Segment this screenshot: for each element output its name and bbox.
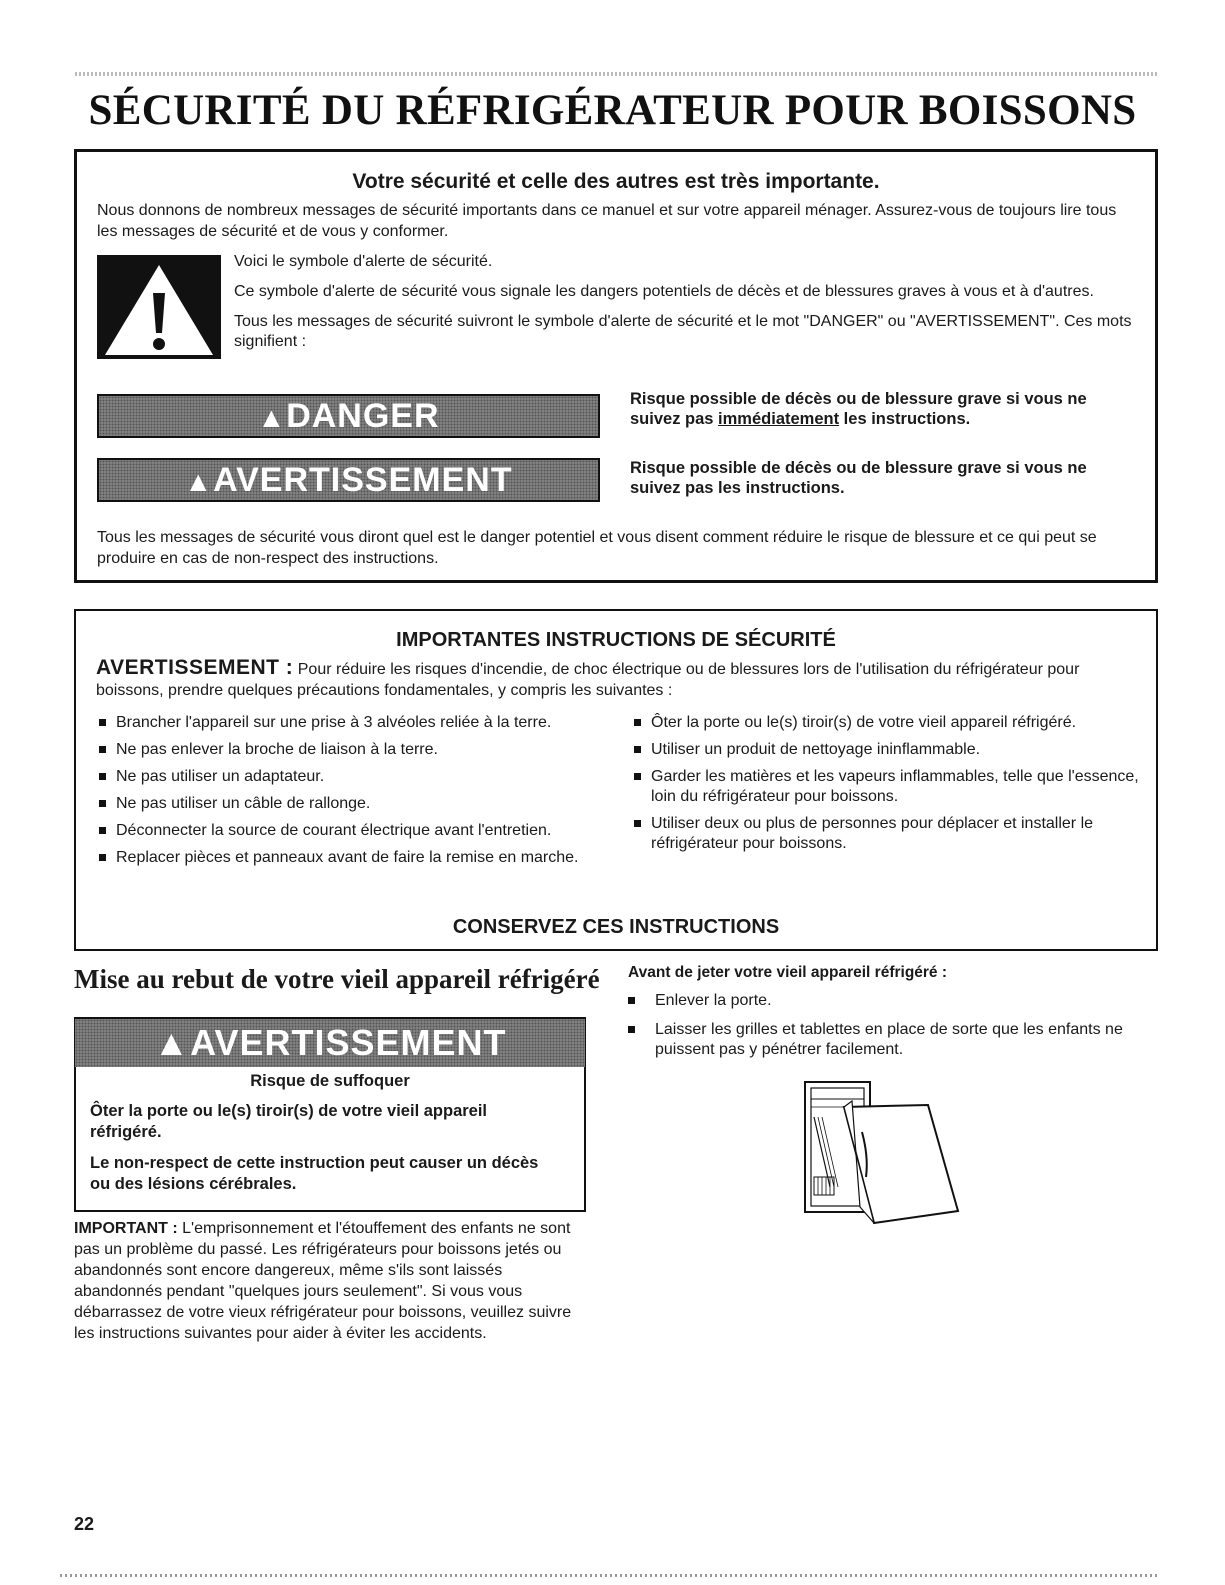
hazard-instruction: Ôter la porte ou le(s) tiroir(s) de votre vieil appareil réfrigéré. (90, 1102, 488, 1141)
page-title: SÉCURITÉ DU RÉFRIGÉRATEUR POUR BOISSONS (88, 87, 1137, 134)
list-item: Utiliser deux ou plus de personnes pour déplacer et installer le réfrigérateur pour boissons. (631, 814, 1151, 854)
disposal-title: Mise au rebut de votre vieil appareil réfrigéré (74, 964, 600, 994)
list-item: Ne pas utiliser un adaptateur. (96, 767, 616, 787)
page-number: 22 (74, 1514, 95, 1534)
list-item: Ne pas utiliser un câble de rallonge. (96, 794, 616, 814)
list-item: Laisser les grilles et tablettes en place de sorte que les enfants ne puissent pas y pénétrer facilement. (628, 1020, 1128, 1060)
footer-rule (60, 1574, 1160, 1577)
alert-triangle-icon: ▲ (257, 402, 287, 433)
list-item: Enlever la porte. (628, 991, 1128, 1011)
danger-text-emphasis: immédiatement (718, 410, 840, 428)
warning-label: AVERTISSEMENT (190, 1022, 507, 1063)
header-rule (75, 72, 1157, 76)
important-paragraph (74, 1218, 588, 1344)
list-item: Replacer pièces et panneaux avant de faire la remise en marche. (96, 848, 616, 868)
symbol-line: Voici le symbole d'alerte de sécurité. (234, 253, 493, 270)
danger-text-before: Risque possible de décès ou de blessure grave si vous ne suivez pas (630, 390, 1087, 428)
instructions-box (74, 609, 1158, 951)
list-item: Déconnecter la source de courant électrique avant l'entretien. (96, 821, 616, 841)
hazard-title: Risque de suffoquer (250, 1072, 410, 1090)
warning-label: AVERTISSEMENT (213, 461, 513, 499)
warning-meaning: Risque possible de décès ou de blessure grave si vous ne suivez pas les instructions. (630, 459, 1087, 497)
list-item: Brancher l'appareil sur une prise à 3 alvéoles reliée à la terre. (96, 713, 616, 733)
list-item: Ne pas enlever la broche de liaison à la terre. (96, 740, 616, 760)
danger-meaning (630, 389, 1140, 429)
safety-box (74, 149, 1158, 583)
disposal-steps (628, 963, 1128, 1069)
hazard-consequence: Le non-respect de cette instruction peut causer un décès ou des lésions cérébrales. (90, 1154, 539, 1193)
list-item: Utiliser un produit de nettoyage ininflammable. (631, 740, 1151, 760)
alert-triangle-icon: ▲ (153, 1022, 191, 1063)
list-item: Ôter la porte ou le(s) tiroir(s) de votre vieil appareil réfrigéré. (631, 713, 1151, 733)
instructions-intro (96, 657, 1146, 701)
instructions-intro-text: Pour réduire les risques d'incendie, de choc électrique ou de blessures lors de l'utilisation du réfrigérateur pour boissons, prendre quelques précautions fondamentales, y compris les suivantes : (96, 661, 1080, 699)
danger-signal-banner (97, 394, 600, 438)
safety-alert-icon (97, 255, 221, 359)
safety-intro: Nous donnons de nombreux messages de sécurité importants dans ce manuel et sur votre appareil ménager. Assurez-vous de toujours lire tous les messages de sécurité et de vous y conformer. (97, 202, 1117, 240)
fridge-door-removed-icon (800, 1077, 965, 1227)
safety-heading: Votre sécurité et celle des autres est très importante. (352, 170, 880, 193)
suffocation-warning-box (74, 1017, 586, 1212)
disposal-steps-heading: Avant de jeter votre vieil appareil réfrigéré : (628, 964, 948, 981)
instructions-left-list (96, 713, 616, 875)
instructions-heading: IMPORTANTES INSTRUCTIONS DE SÉCURITÉ (396, 629, 836, 651)
disposal-steps-list (628, 991, 1128, 1060)
signal-words-line: Tous les messages de sécurité suivront le symbole d'alerte de sécurité et le mot "DANGER" ou "AVERTISSEMENT". Ces mots signifient : (234, 313, 1132, 350)
danger-label: DANGER (286, 397, 440, 435)
warning-signal-banner (97, 458, 600, 502)
safety-outro: Tous les messages de sécurité vous diront quel est le danger potentiel et vous disent comment réduire le risque de blessure et ce qui peut se produire en cas de non-respect des instructions. (97, 529, 1097, 567)
warning-word: AVERTISSEMENT : (96, 656, 294, 679)
list-item: Garder les matières et les vapeurs inflammables, telle que l'essence, loin du réfrigérateur pour boissons. (631, 767, 1151, 807)
warning-signal-banner (75, 1019, 585, 1067)
instructions-right-list (631, 713, 1151, 861)
instructions-footer: CONSERVEZ CES INSTRUCTIONS (452, 916, 780, 938)
danger-text-after: les instructions. (839, 410, 971, 428)
alert-triangle-icon: ▲ (184, 466, 214, 497)
symbol-meaning: Ce symbole d'alerte de sécurité vous signale les dangers potentiels de décès et de blessures graves à vous et à d'autres. (234, 283, 1094, 300)
alert-explanation (234, 252, 1134, 362)
important-text: L'emprisonnement et l'étouffement des enfants ne sont pas un problème du passé. Les réfrigérateurs pour boissons jetés ou abandonnés sont encore dangereux, même s'ils sont laissés abandonnés pendant "quelques jours seulement". Si vous vous débarrassez de votre vieux réfrigérateur pour boissons, veuillez suivre les instructions suivantes pour aider à éviter les accidents. (74, 1220, 572, 1342)
important-lead: IMPORTANT : (74, 1220, 178, 1237)
